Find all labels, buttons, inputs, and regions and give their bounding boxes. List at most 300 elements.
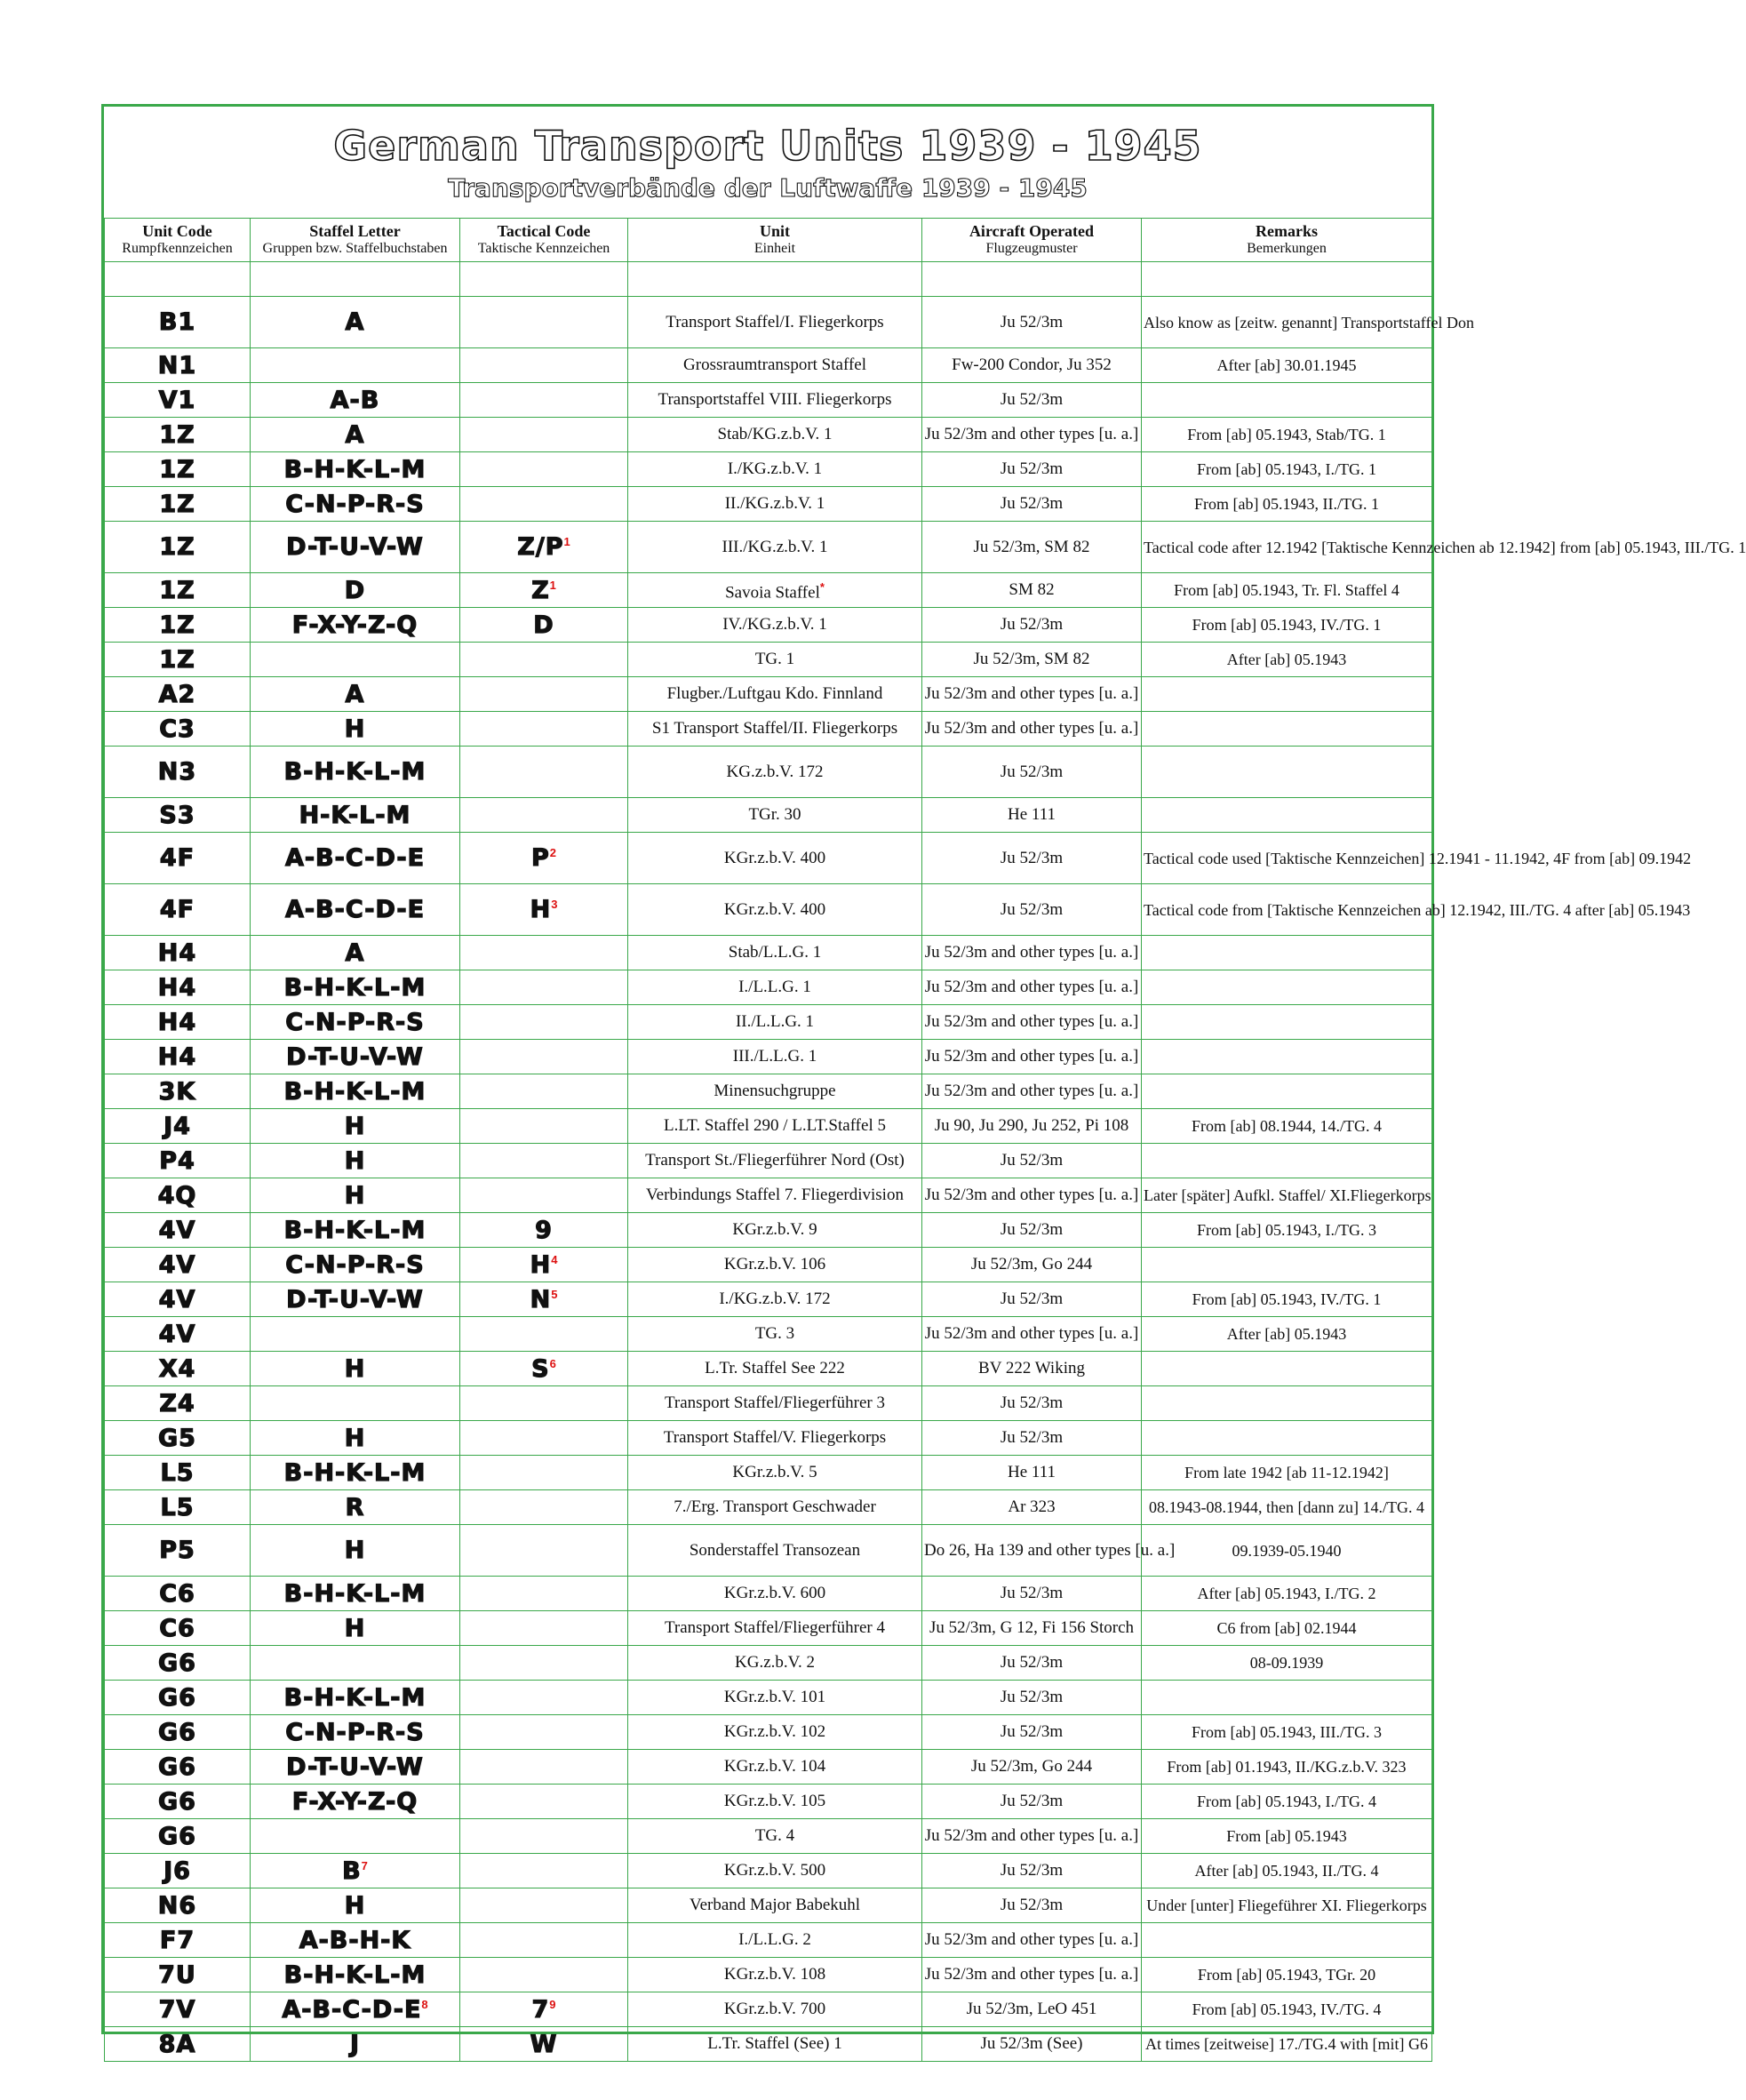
unit-code-cell: P4 (105, 1144, 251, 1178)
staffel-letter-cell: B-H-K-L-M (251, 1456, 460, 1490)
aircraft-cell: Ju 52/3m and other types [u. a.] (922, 1040, 1142, 1074)
tactical-code-cell (460, 1958, 628, 1992)
remarks-cell: From [ab] 05.1943, IV./TG. 4 (1142, 1992, 1432, 2027)
table-row (105, 1040, 1432, 1074)
tactical-code-cell (460, 383, 628, 418)
remarks-cell (1142, 1681, 1432, 1715)
unit-cell: TGr. 30 (628, 798, 922, 833)
footnote-marker: 5 (551, 1287, 558, 1301)
remarks-cell (1142, 936, 1432, 970)
staffel-letter-cell (251, 1386, 460, 1421)
unit-cell: Savoia Staffel* (628, 573, 922, 608)
unit-cell: KGr.z.b.V. 108 (628, 1958, 922, 1992)
unit-cell: TG. 3 (628, 1317, 922, 1352)
unit-cell: KGr.z.b.V. 105 (628, 1785, 922, 1819)
staffel-letter-cell: A-B-H-K (251, 1923, 460, 1958)
aircraft-cell: Ju 52/3m, Go 244 (922, 1750, 1142, 1785)
table-row (105, 487, 1432, 522)
aircraft-cell: Ju 52/3m (922, 1681, 1142, 1715)
staffel-letter-cell: H (251, 1611, 460, 1646)
unit-code-cell: G5 (105, 1421, 251, 1456)
table-row (105, 643, 1432, 677)
remarks-cell: After [ab] 05.1943, I./TG. 2 (1142, 1577, 1432, 1611)
remarks-cell: At times [zeitweise] 17./TG.4 with [mit] G6 (1142, 2027, 1432, 2062)
remarks-cell: From [ab] 05.1943, II./TG. 1 (1142, 487, 1432, 522)
table-row (105, 1681, 1432, 1715)
aircraft-cell: Fw-200 Condor, Ju 352 (922, 348, 1142, 383)
unit-code-cell: C3 (105, 712, 251, 747)
page-title: German Transport Units 1939 - 1945 (333, 122, 1202, 170)
table-row (105, 608, 1432, 643)
remarks-cell: From late 1942 [ab 11-12.1942] (1142, 1456, 1432, 1490)
aircraft-cell: Ju 52/3m (922, 1888, 1142, 1923)
aircraft-cell: Ju 52/3m and other types [u. a.] (922, 418, 1142, 452)
staffel-letter-cell (251, 348, 460, 383)
staffel-letter-cell (251, 1646, 460, 1681)
header-remarks (1142, 219, 1432, 262)
header-sublabel: Taktische Kennzeichen (477, 241, 610, 256)
header-staffel-letter (251, 219, 460, 262)
unit-code-cell: G6 (105, 1785, 251, 1819)
tactical-code-cell: $Z/P^1$ (460, 522, 628, 573)
staffel-letter-cell: H (251, 1888, 460, 1923)
remarks-cell (1142, 798, 1432, 833)
unit-cell: II./L.L.G. 1 (628, 1005, 922, 1040)
staffel-letter-cell: R (251, 1490, 460, 1525)
staffel-letter-cell: D-T-U-V-W (251, 1282, 460, 1317)
remarks-cell: Tactical code used [Taktische Kennzeichen] 12.1941 - 11.1942, 4F from [ab] 09.1942 (1142, 833, 1432, 884)
header-unit-code (105, 219, 251, 262)
table-row (105, 1109, 1432, 1144)
unit-cell: I./L.L.G. 1 (628, 970, 922, 1005)
aircraft-cell: BV 222 Wiking (922, 1352, 1142, 1386)
staffel-letter-cell: C-N-P-R-S (251, 487, 460, 522)
table-row (105, 297, 1432, 348)
header-sublabel: Gruppen bzw. Staffelbuchstaben (262, 241, 448, 256)
staffel-letter-cell: F-X-Y-Z-Q (251, 1785, 460, 1819)
aircraft-cell: Ju 52/3m, Go 244 (922, 1248, 1142, 1282)
remarks-cell: C6 from [ab] 02.1944 (1142, 1611, 1432, 1646)
remarks-cell (1142, 1248, 1432, 1282)
unit-code-cell: G6 (105, 1681, 251, 1715)
tactical-code-cell (460, 798, 628, 833)
unit-code-cell: P5 (105, 1525, 251, 1577)
table-row (105, 1750, 1432, 1785)
remarks-cell (1142, 712, 1432, 747)
tactical-code-cell (460, 1819, 628, 1854)
aircraft-cell: Ju 52/3m (922, 1282, 1142, 1317)
unit-cell: KGr.z.b.V. 700 (628, 1992, 922, 2027)
transport-units-sheet (101, 104, 1746, 2058)
staffel-letter-cell: D-T-U-V-W (251, 1750, 460, 1785)
title-block (104, 107, 1431, 218)
unit-code-cell: 1Z (105, 522, 251, 573)
staffel-letter-cell: D-T-U-V-W (251, 1040, 460, 1074)
tactical-code-cell (460, 1386, 628, 1421)
table-row (105, 1005, 1432, 1040)
aircraft-cell: Ar 323 (922, 1490, 1142, 1525)
tactical-code-cell (460, 1490, 628, 1525)
unit-code-cell: 1Z (105, 608, 251, 643)
unit-code-cell: G6 (105, 1646, 251, 1681)
unit-code-cell: 7V (105, 1992, 251, 2027)
unit-code-cell: Z4 (105, 1386, 251, 1421)
staffel-letter-cell: C-N-P-R-S (251, 1248, 460, 1282)
table-row (105, 1785, 1432, 1819)
header-sublabel: Bemerkungen (1247, 241, 1327, 256)
remarks-cell: Under [unter] Fliegeführer XI. Fliegerkorps (1142, 1888, 1432, 1923)
aircraft-cell: Ju 52/3m (922, 1854, 1142, 1888)
table-row (105, 1282, 1432, 1317)
aircraft-cell: Ju 52/3m, SM 82 (922, 522, 1142, 573)
staffel-letter-cell: B-H-K-L-M (251, 1213, 460, 1248)
unit-cell: KGr.z.b.V. 9 (628, 1213, 922, 1248)
unit-code-cell: N6 (105, 1888, 251, 1923)
table-row (105, 1421, 1432, 1456)
unit-cell: Sonderstaffel Transozean (628, 1525, 922, 1577)
aircraft-cell: Ju 52/3m and other types [u. a.] (922, 970, 1142, 1005)
tactical-code-cell (460, 1888, 628, 1923)
header-label: Tactical Code (497, 222, 591, 240)
table-row (105, 2027, 1432, 2062)
remarks-cell: From [ab] 05.1943, I./TG. 3 (1142, 1213, 1432, 1248)
unit-cell: KG.z.b.V. 172 (628, 747, 922, 798)
tactical-code-cell (460, 1456, 628, 1490)
remarks-cell: From [ab] 05.1943, TGr. 20 (1142, 1958, 1432, 1992)
table-row (105, 1386, 1432, 1421)
table-row (105, 522, 1432, 573)
unit-code-cell: 1Z (105, 643, 251, 677)
footnote-marker: 3 (551, 898, 558, 911)
unit-cell: KGr.z.b.V. 104 (628, 1750, 922, 1785)
table-row (105, 1958, 1432, 1992)
unit-cell: KGr.z.b.V. 500 (628, 1854, 922, 1888)
unit-code-cell: H4 (105, 1040, 251, 1074)
staffel-letter-cell: J (251, 2027, 460, 2062)
unit-cell: S1 Transport Staffel/II. Fliegerkorps (628, 712, 922, 747)
unit-code-cell: V1 (105, 383, 251, 418)
remarks-cell (1142, 677, 1432, 712)
staffel-letter-cell: B-H-K-L-M (251, 747, 460, 798)
tactical-code-cell (460, 297, 628, 348)
unit-code-cell: 4V (105, 1248, 251, 1282)
table-row (105, 1992, 1432, 2027)
tactical-code-cell: $Z^1$ (460, 573, 628, 608)
table-row (105, 798, 1432, 833)
unit-cell: 7./Erg. Transport Geschwader (628, 1490, 922, 1525)
unit-code-cell: 8A (105, 2027, 251, 2062)
aircraft-cell: Ju 52/3m (922, 1386, 1142, 1421)
table-row (105, 747, 1432, 798)
tactical-code-cell (460, 348, 628, 383)
staffel-letter-cell: H (251, 712, 460, 747)
aircraft-cell: Ju 52/3m (922, 747, 1142, 798)
remarks-cell (1142, 1144, 1432, 1178)
table-row (105, 1923, 1432, 1958)
aircraft-cell: Ju 52/3m and other types [u. a.] (922, 1178, 1142, 1213)
table-row (105, 1525, 1432, 1577)
header-label: Aircraft Operated (969, 222, 1095, 240)
footnote-marker: 6 (549, 1356, 556, 1370)
staffel-letter-cell: C-N-P-R-S (251, 1005, 460, 1040)
remarks-cell (1142, 1386, 1432, 1421)
staffel-letter-cell: F-X-Y-Z-Q (251, 608, 460, 643)
footnote-marker: * (819, 579, 825, 594)
staffel-letter-cell: H (251, 1109, 460, 1144)
table-row (105, 1074, 1432, 1109)
unit-cell: Transport Staffel/Fliegerführer 3 (628, 1386, 922, 1421)
header-label: Unit Code (142, 222, 212, 240)
table-header-row (105, 219, 1432, 262)
header-sublabel: Rumpfkennzeichen (122, 241, 233, 256)
header-label: Remarks (1256, 222, 1318, 240)
unit-code-cell: 1Z (105, 573, 251, 608)
remarks-cell: From [ab] 05.1943, IV./TG. 1 (1142, 1282, 1432, 1317)
unit-code-cell: J4 (105, 1109, 251, 1144)
staffel-letter-cell: H (251, 1178, 460, 1213)
header-aircraft-operated (922, 219, 1142, 262)
tactical-code-cell: $S^6$ (460, 1352, 628, 1386)
staffel-letter-cell: A (251, 297, 460, 348)
staffel-letter-cell: B-H-K-L-M (251, 1958, 460, 1992)
remarks-cell: 08-09.1939 (1142, 1646, 1432, 1681)
unit-code-cell: 1Z (105, 418, 251, 452)
remarks-cell: From [ab] 05.1943 (1142, 1819, 1432, 1854)
footnote-marker: 7 (361, 1858, 368, 1872)
staffel-letter-cell: D-T-U-V-W (251, 522, 460, 573)
remarks-cell (1142, 1005, 1432, 1040)
staffel-letter-cell: A-B-C-D-E (251, 884, 460, 936)
staffel-letter-cell: A-B-C-D-E (251, 833, 460, 884)
aircraft-cell: Ju 52/3m (See) (922, 2027, 1142, 2062)
unit-code-cell: H4 (105, 1005, 251, 1040)
remarks-cell: After [ab] 05.1943 (1142, 1317, 1432, 1352)
page-subtitle: Transportverbände der Luftwaffe 1939 - 1945 (448, 173, 1088, 203)
aircraft-cell: Do 26, Ha 139 and other types [u. a.] (922, 1525, 1142, 1577)
aircraft-cell: Ju 52/3m and other types [u. a.] (922, 1005, 1142, 1040)
unit-cell: KGr.z.b.V. 101 (628, 1681, 922, 1715)
unit-cell: L.Tr. Staffel See 222 (628, 1352, 922, 1386)
unit-code-cell: G6 (105, 1715, 251, 1750)
table-row (105, 1248, 1432, 1282)
staffel-letter-cell: B-H-K-L-M (251, 970, 460, 1005)
tactical-code-cell (460, 643, 628, 677)
aircraft-cell: Ju 52/3m and other types [u. a.] (922, 677, 1142, 712)
table-row (105, 1144, 1432, 1178)
unit-cell: II./KG.z.b.V. 1 (628, 487, 922, 522)
unit-cell: Transport St./Fliegerführer Nord (Ost) (628, 1144, 922, 1178)
unit-code-cell: 4V (105, 1213, 251, 1248)
remarks-cell: Tactical code after 12.1942 [Taktische Kennzeichen ab 12.1942] from [ab] 05.1943, III./TG. 1 (1142, 522, 1432, 573)
unit-cell: KGr.z.b.V. 400 (628, 884, 922, 936)
unit-code-cell: H4 (105, 970, 251, 1005)
tactical-code-cell (460, 1785, 628, 1819)
unit-code-cell: 4Q (105, 1178, 251, 1213)
unit-code-cell: G6 (105, 1819, 251, 1854)
aircraft-cell: He 111 (922, 1456, 1142, 1490)
tactical-code-cell (460, 1525, 628, 1577)
remarks-cell (1142, 1352, 1432, 1386)
aircraft-cell: Ju 52/3m (922, 1144, 1142, 1178)
unit-code-cell: X4 (105, 1352, 251, 1386)
unit-code-cell: B1 (105, 297, 251, 348)
unit-code-cell: C6 (105, 1611, 251, 1646)
staffel-letter-cell: B-H-K-L-M (251, 1577, 460, 1611)
remarks-cell (1142, 1040, 1432, 1074)
tactical-code-cell (460, 1005, 628, 1040)
unit-cell: Stab/KG.z.b.V. 1 (628, 418, 922, 452)
staffel-letter-cell: A-B (251, 383, 460, 418)
remarks-cell: Tactical code from [Taktische Kennzeichen ab] 12.1942, III./TG. 4 after [ab] 05.1943 (1142, 884, 1432, 936)
header-gap-row (105, 262, 1432, 297)
staffel-letter-cell: H (251, 1352, 460, 1386)
aircraft-cell: Ju 52/3m (922, 833, 1142, 884)
unit-code-cell: 7U (105, 1958, 251, 1992)
unit-cell: Flugber./Luftgau Kdo. Finnland (628, 677, 922, 712)
staffel-letter-cell (251, 1317, 460, 1352)
staffel-letter-cell: B-H-K-L-M (251, 1074, 460, 1109)
remarks-cell (1142, 747, 1432, 798)
tactical-code-cell (460, 1074, 628, 1109)
remarks-cell: Later [später] Aufkl. Staffel/ XI.Fliegerkorps (1142, 1178, 1432, 1213)
aircraft-cell: Ju 52/3m and other types [u. a.] (922, 1317, 1142, 1352)
table-row (105, 1178, 1432, 1213)
remarks-cell (1142, 383, 1432, 418)
tactical-code-cell (460, 712, 628, 747)
unit-cell: KG.z.b.V. 2 (628, 1646, 922, 1681)
remarks-cell: From [ab] 05.1943, I./TG. 1 (1142, 452, 1432, 487)
header-sublabel: Flugzeugmuster (985, 241, 1078, 256)
aircraft-cell: Ju 52/3m (922, 1785, 1142, 1819)
unit-code-cell: 4V (105, 1282, 251, 1317)
remarks-cell: From [ab] 05.1943, Tr. Fl. Staffel 4 (1142, 573, 1432, 608)
remarks-cell: From [ab] 01.1943, II./KG.z.b.V. 323 (1142, 1750, 1432, 1785)
table-body (105, 262, 1746, 2062)
unit-cell: KGr.z.b.V. 102 (628, 1715, 922, 1750)
remarks-cell: From [ab] 05.1943, Stab/TG. 1 (1142, 418, 1432, 452)
unit-code-cell: F7 (105, 1923, 251, 1958)
tactical-code-cell (460, 1144, 628, 1178)
table-row (105, 1611, 1432, 1646)
table-row (105, 884, 1432, 936)
unit-cell: TG. 4 (628, 1819, 922, 1854)
unit-code-cell: J6 (105, 1854, 251, 1888)
footnote-marker: 8 (421, 1997, 428, 2011)
tactical-code-cell (460, 1681, 628, 1715)
aircraft-cell: He 111 (922, 798, 1142, 833)
unit-code-cell: L5 (105, 1490, 251, 1525)
staffel-letter-cell (251, 1819, 460, 1854)
tactical-code-cell: $N^5$ (460, 1282, 628, 1317)
remarks-cell (1142, 1074, 1432, 1109)
tactical-code-cell (460, 1577, 628, 1611)
staffel-letter-cell: C-N-P-R-S (251, 1715, 460, 1750)
tactical-code-cell (460, 1178, 628, 1213)
footnote-marker: 9 (549, 1997, 556, 2011)
unit-code-cell: C6 (105, 1577, 251, 1611)
tactical-code-cell (460, 747, 628, 798)
remarks-cell (1142, 970, 1432, 1005)
tactical-code-cell (460, 1109, 628, 1144)
aircraft-cell: Ju 52/3m and other types [u. a.] (922, 1819, 1142, 1854)
footnote-marker: 1 (563, 535, 570, 548)
remarks-cell: 09.1939-05.1940 (1142, 1525, 1432, 1577)
unit-code-cell: A2 (105, 677, 251, 712)
unit-cell: III./L.L.G. 1 (628, 1040, 922, 1074)
unit-cell: Transport Staffel/V. Fliegerkorps (628, 1421, 922, 1456)
staffel-letter-cell (251, 643, 460, 677)
unit-cell: III./KG.z.b.V. 1 (628, 522, 922, 573)
aircraft-cell: Ju 52/3m (922, 1421, 1142, 1456)
table-row (105, 833, 1432, 884)
table-row (105, 936, 1432, 970)
tactical-code-cell (460, 1040, 628, 1074)
unit-cell: Verbindungs Staffel 7. Fliegerdivision (628, 1178, 922, 1213)
aircraft-cell: Ju 52/3m and other types [u. a.] (922, 1923, 1142, 1958)
unit-cell: TG. 1 (628, 643, 922, 677)
aircraft-cell: Ju 52/3m (922, 1213, 1142, 1248)
aircraft-cell: SM 82 (922, 573, 1142, 608)
unit-cell: IV./KG.z.b.V. 1 (628, 608, 922, 643)
table-row (105, 348, 1432, 383)
table-row (105, 1715, 1432, 1750)
header-sublabel: Einheit (753, 241, 796, 256)
unit-code-cell: 3K (105, 1074, 251, 1109)
table-row (105, 383, 1432, 418)
staffel-letter-cell: H-K-L-M (251, 798, 460, 833)
footnote-marker: 1 (549, 578, 556, 592)
tactical-code-cell: $P^2$ (460, 833, 628, 884)
staffel-letter-cell: $A-B-C-D-E^8$ (251, 1992, 460, 2027)
table-row (105, 970, 1432, 1005)
tactical-code-cell: W (460, 2027, 628, 2062)
unit-code-cell: 4F (105, 833, 251, 884)
header-label: Unit (759, 222, 790, 240)
staffel-letter-cell: H (251, 1144, 460, 1178)
aircraft-cell: Ju 52/3m (922, 383, 1142, 418)
aircraft-cell: Ju 52/3m, LeO 451 (922, 1992, 1142, 2027)
tactical-code-cell: $7^9$ (460, 1992, 628, 2027)
tactical-code-cell (460, 970, 628, 1005)
units-table (104, 218, 1746, 2062)
aircraft-cell: Ju 52/3m (922, 1646, 1142, 1681)
table-row (105, 1456, 1432, 1490)
staffel-letter-cell: B-H-K-L-M (251, 1681, 460, 1715)
aircraft-cell: Ju 52/3m (922, 452, 1142, 487)
unit-cell: L.LT. Staffel 290 / L.LT.Staffel 5 (628, 1109, 922, 1144)
remarks-cell: Also know as [zeitw. genannt] Transportstaffel Don (1142, 297, 1432, 348)
table-row (105, 452, 1432, 487)
staffel-letter-cell: A (251, 677, 460, 712)
table-row (105, 712, 1432, 747)
unit-cell: I./L.L.G. 2 (628, 1923, 922, 1958)
footnote-marker: 4 (551, 1252, 558, 1266)
aircraft-cell: Ju 90, Ju 290, Ju 252, Pi 108 (922, 1109, 1142, 1144)
staffel-letter-cell: H (251, 1421, 460, 1456)
tactical-code-cell (460, 677, 628, 712)
remarks-cell (1142, 1421, 1432, 1456)
unit-code-cell: N3 (105, 747, 251, 798)
table-row (105, 677, 1432, 712)
remarks-cell: After [ab] 05.1943, II./TG. 4 (1142, 1854, 1432, 1888)
staffel-letter-cell: B-H-K-L-M (251, 452, 460, 487)
unit-code-cell: L5 (105, 1456, 251, 1490)
unit-code-cell: 1Z (105, 452, 251, 487)
aircraft-cell: Ju 52/3m and other types [u. a.] (922, 936, 1142, 970)
aircraft-cell: Ju 52/3m (922, 487, 1142, 522)
table-row (105, 418, 1432, 452)
staffel-letter-cell: D (251, 573, 460, 608)
